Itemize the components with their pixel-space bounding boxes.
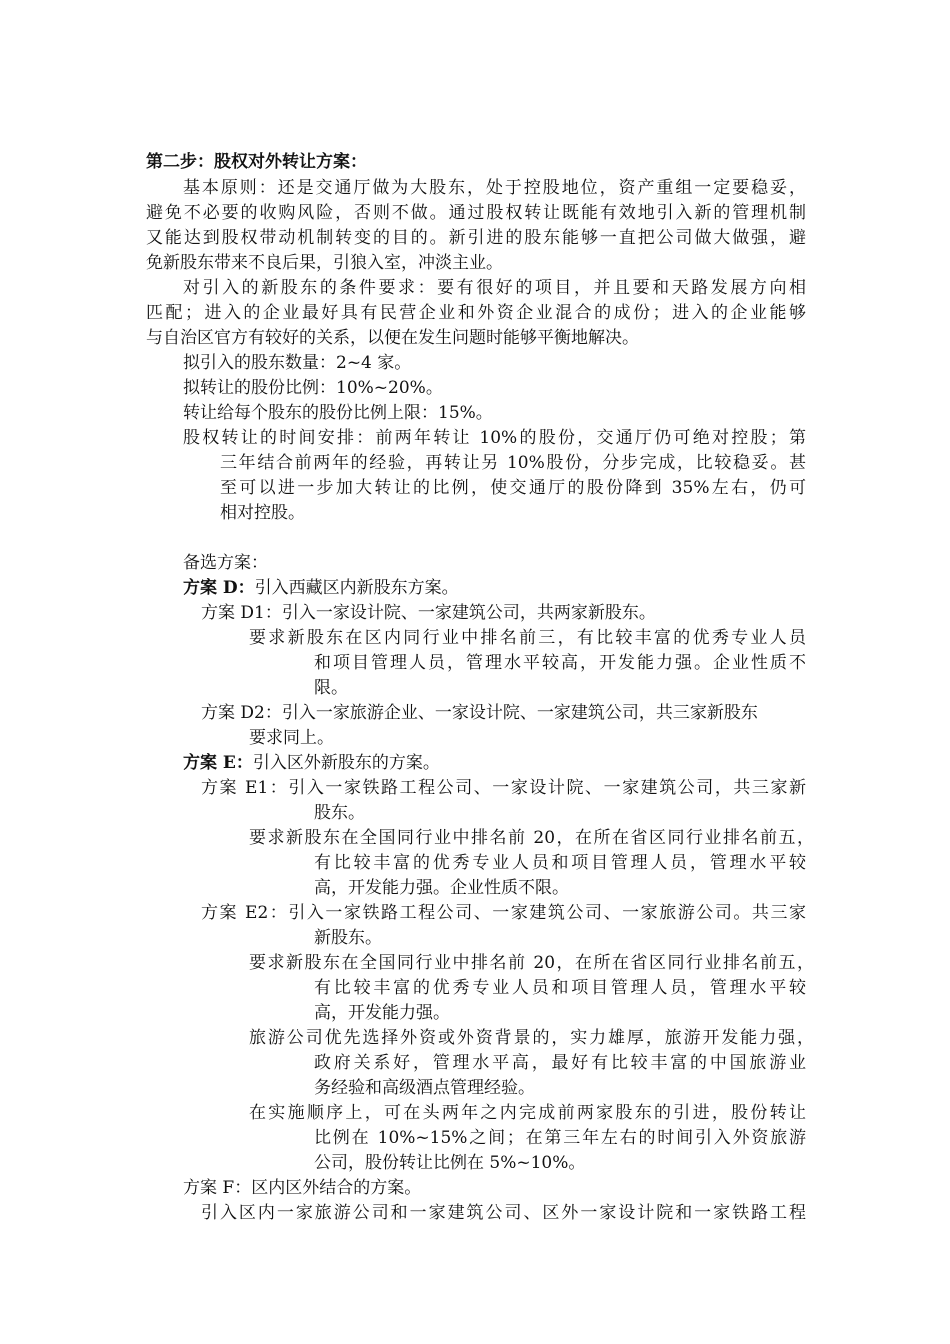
plan-e2-req-line-3: 高，开发能力强。 <box>314 1003 450 1023</box>
plan-d1-req-line-1: 要求新股东在区内同行业中排名前三，有比较丰富的优秀专业人员 <box>249 628 806 648</box>
timeline-line-3: 至可以进一步加大转让的比例，使交通厅的股份降到 35%左右，仍可 <box>220 478 806 498</box>
plan-e2-line-2: 新股东。 <box>314 928 382 948</box>
sequence-line-3: 公司，股份转让比例在 5%~10%。 <box>314 1153 586 1173</box>
plan-e2-req-line-1: 要求新股东在全国同行业中排名前 20，在所在省区同行业排名前五， <box>249 953 814 973</box>
sequence-line-1: 在实施顺序上，可在头两年之内完成前两家股东的引进，股份转让 <box>249 1103 806 1123</box>
plan-d1: 方案 D1：引入一家设计院、一家建筑公司，共两家新股东。 <box>201 603 656 623</box>
plan-e1-req-line-3: 高，开发能力强。企业性质不限。 <box>314 878 569 898</box>
section-heading: 第二步：股权对外转让方案： <box>146 152 367 172</box>
plan-d-title <box>183 576 459 601</box>
plan-e2-line-1: 方案 E2：引入一家铁路工程公司、一家建筑公司、一家旅游公司。共三家 <box>201 903 806 923</box>
plan-d1-req-line-2: 和项目管理人员，管理水平较高，开发能力强。企业性质不 <box>314 653 806 673</box>
timeline-line-2: 三年结合前两年的经验，再转让另 10%股份，分步完成，比较稳妥。甚 <box>220 453 806 473</box>
plan-e1-line-1: 方案 E1：引入一家铁路工程公司、一家设计院、一家建筑公司，共三家新 <box>201 778 806 798</box>
principle-line-1: 基本原则：还是交通厅做为大股东，处于控股地位，资产重组一定要稳妥， <box>183 178 806 198</box>
tourism-line-2: 政府关系好，管理水平高，最好有比较丰富的中国旅游业 <box>314 1053 806 1073</box>
plan-e-title-rest: 引入区外新股东的方案。 <box>252 753 440 773</box>
plan-e-title <box>183 751 440 776</box>
requirements-line-3: 与自治区官方有较好的关系，以便在发生问题时能够平衡地解决。 <box>146 328 639 348</box>
principle-line-4: 免新股东带来不良后果，引狼入室，冲淡主业。 <box>146 253 503 273</box>
sequence-line-2: 比例在 10%~15%之间；在第三年左右的时间引入外资旅游 <box>314 1128 806 1148</box>
plan-d1-req-line-3: 限。 <box>314 678 348 698</box>
timeline-line-1: 股权转让的时间安排：前两年转让 10%的股份，交通厅仍可绝对控股；第 <box>183 428 806 448</box>
plan-d2: 方案 D2：引入一家旅游企业、一家设计院、一家建筑公司，共三家新股东 <box>201 703 758 723</box>
plan-e1-req-line-1: 要求新股东在全国同行业中排名前 20，在所在省区同行业排名前五， <box>249 828 814 848</box>
alternatives-label: 备选方案： <box>183 553 268 573</box>
plan-e-title-bold: 方案 E： <box>183 753 253 773</box>
principle-line-2: 避免不必要的收购风险，否则不做。通过股权转让既能有效地引入新的管理机制 <box>146 203 806 223</box>
plan-f-title: 方案 F：区内区外结合的方案。 <box>183 1178 422 1198</box>
plan-e1-req-line-2: 有比较丰富的优秀专业人员和项目管理人员，管理水平较 <box>314 853 806 873</box>
plan-d-title-rest: 引入西藏区内新股东方案。 <box>254 578 459 598</box>
plan-f-body: 引入区内一家旅游公司和一家建筑公司、区外一家设计院和一家铁路工程 <box>201 1203 806 1223</box>
shareholder-count: 拟引入的股东数量：2~4 家。 <box>183 353 412 373</box>
plan-d2-req: 要求同上。 <box>249 728 334 748</box>
plan-e1-line-2: 股东。 <box>314 803 365 823</box>
plan-e2-req-line-2: 有比较丰富的优秀专业人员和项目管理人员，管理水平较 <box>314 978 806 998</box>
requirements-line-2: 匹配；进入的企业最好具有民营企业和外资企业混合的成份；进入的企业能够 <box>146 303 806 323</box>
transfer-ratio: 拟转让的股份比例：10%~20%。 <box>183 378 443 398</box>
tourism-line-3: 务经验和高级酒点管理经验。 <box>314 1078 535 1098</box>
cap-ratio: 转让给每个股东的股份比例上限：15%。 <box>183 403 493 423</box>
timeline-line-4: 相对控股。 <box>220 503 305 523</box>
tourism-line-1: 旅游公司优先选择外资或外资背景的，实力雄厚，旅游开发能力强， <box>249 1028 814 1048</box>
plan-d-title-bold: 方案 D： <box>183 578 255 598</box>
requirements-line-1: 对引入的新股东的条件要求：要有很好的项目，并且要和天路发展方向相 <box>183 278 806 298</box>
principle-line-3: 又能达到股权带动机制转变的目的。新引进的股东能够一直把公司做大做强，避 <box>146 228 806 248</box>
